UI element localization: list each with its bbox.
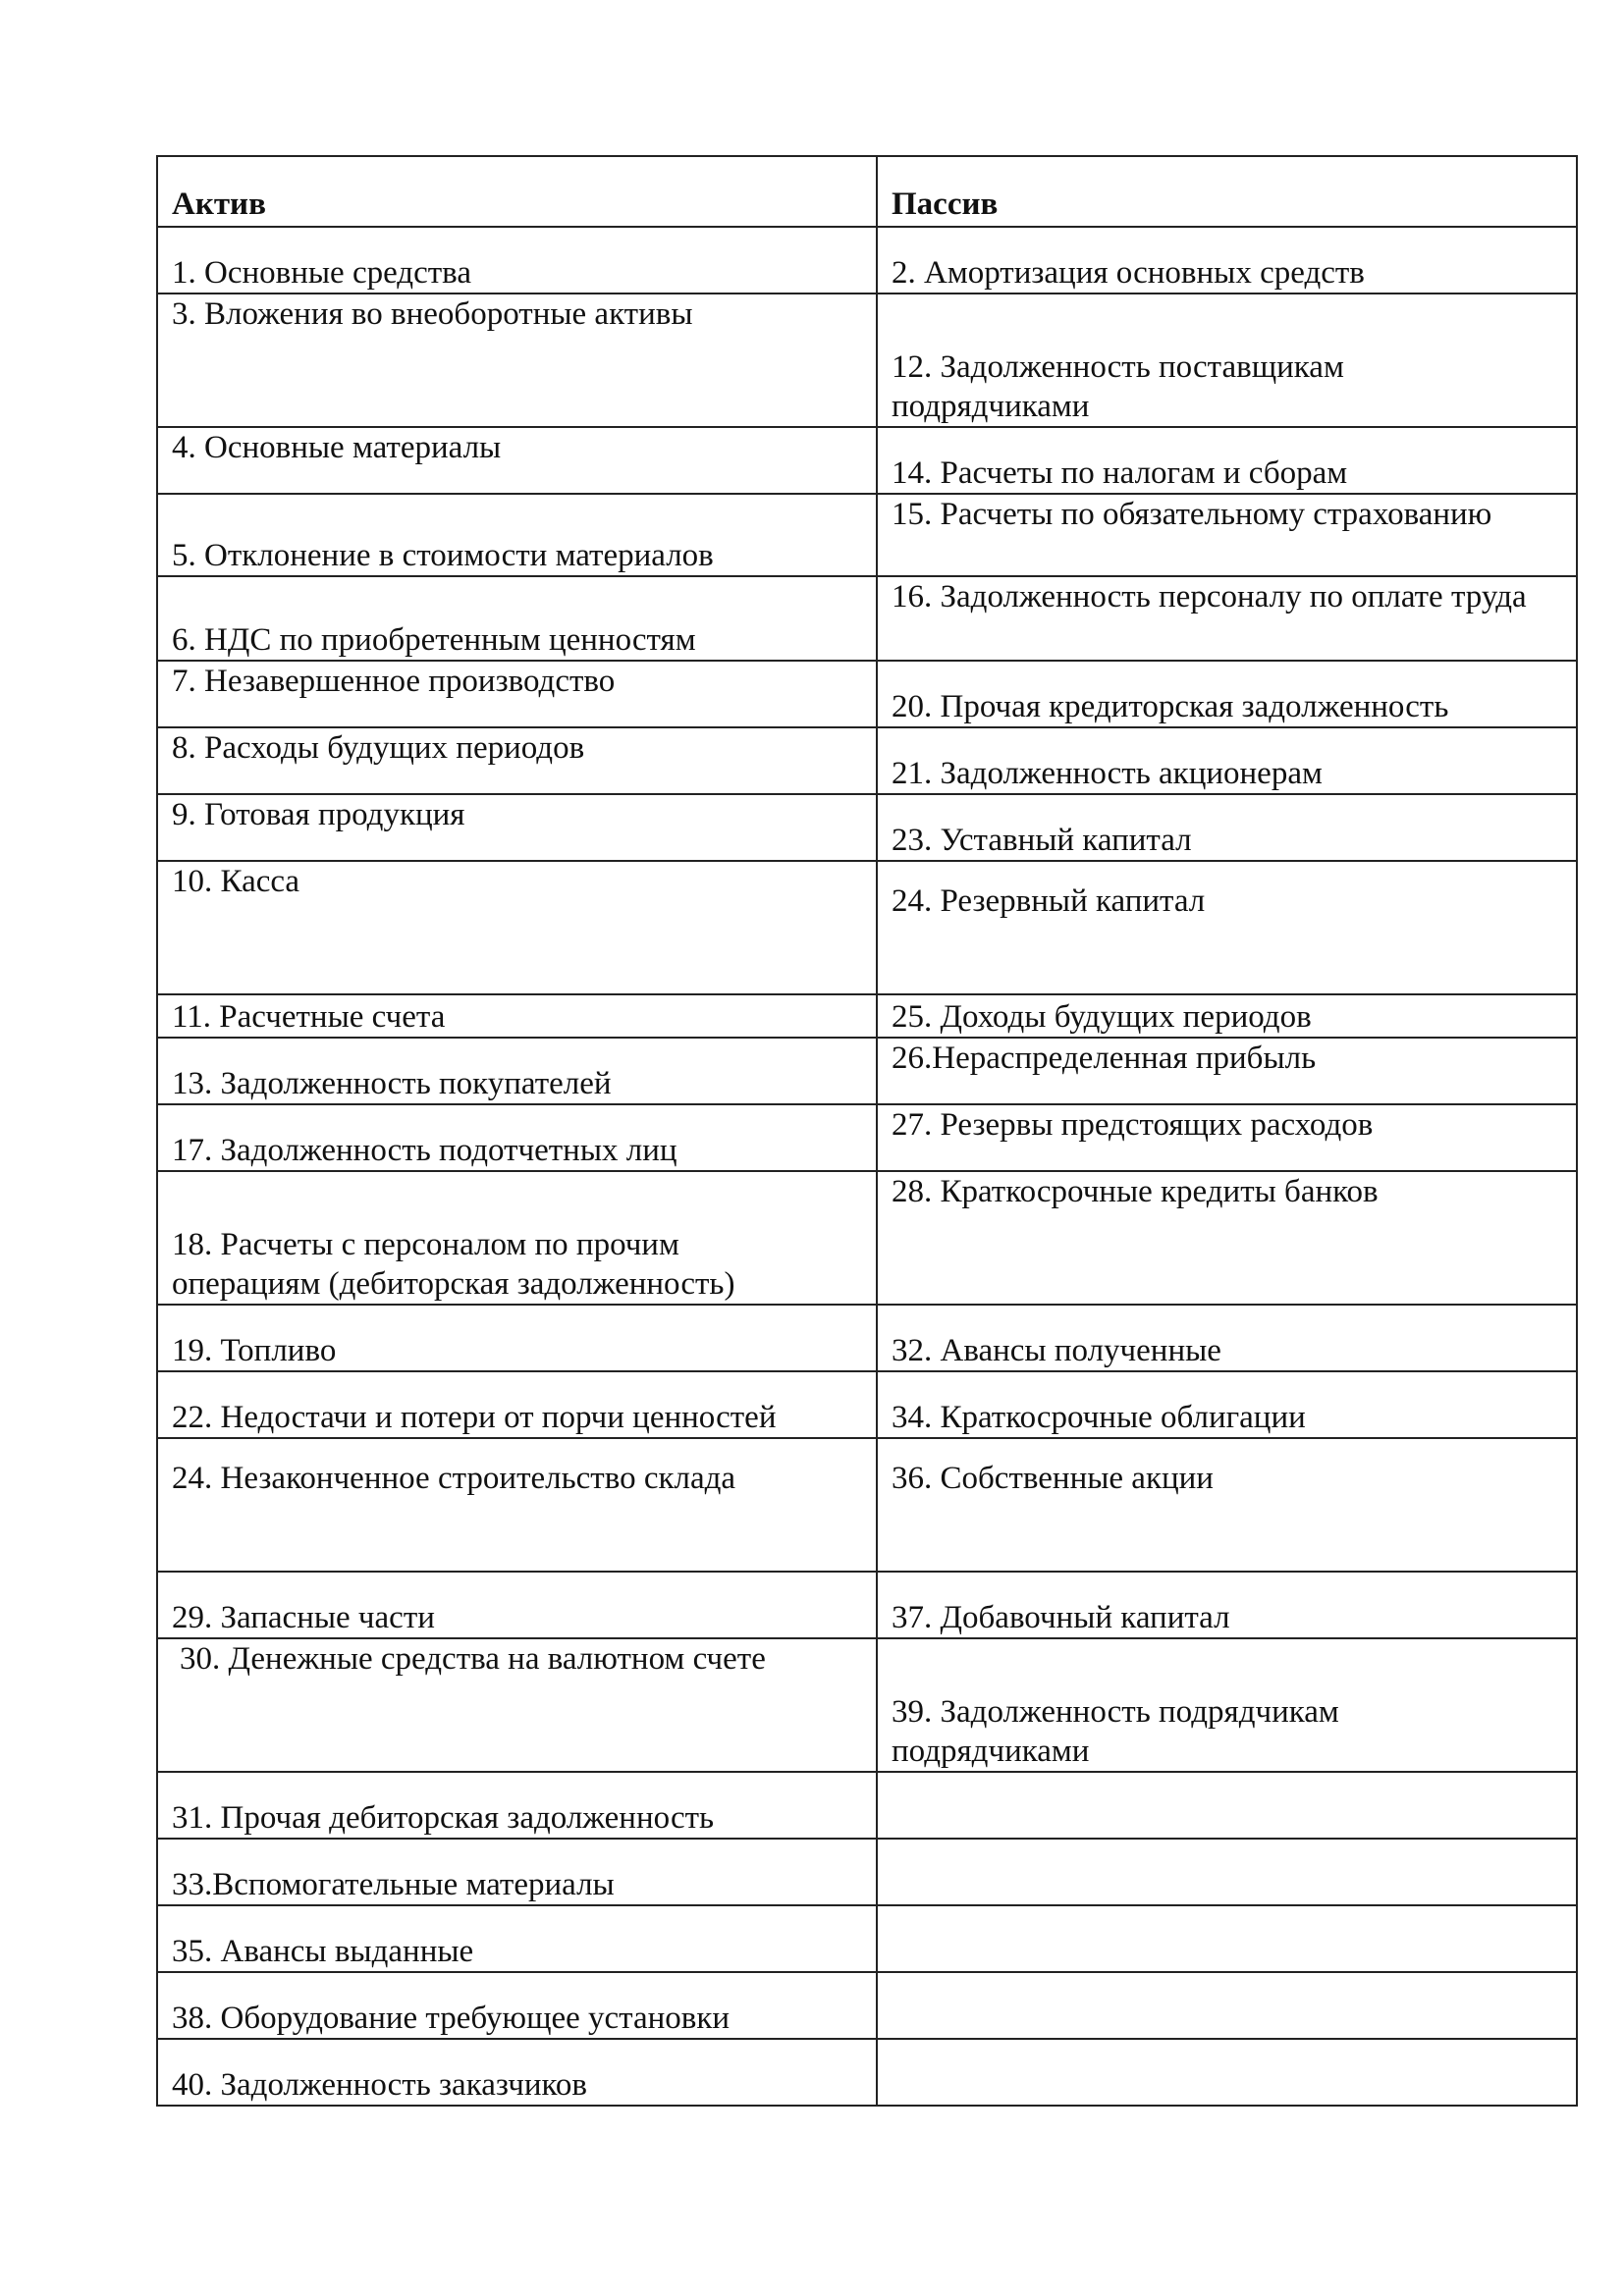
table-row bbox=[157, 227, 1577, 294]
cell-text: 6. НДС по приобретенным ценностям bbox=[172, 622, 696, 658]
active-cell bbox=[157, 1772, 877, 1839]
cell-text: 40. Задолженность заказчиков bbox=[172, 2067, 587, 2103]
cell-text: 26.Нераспределенная прибыль bbox=[892, 1041, 1317, 1076]
passive-cell bbox=[877, 1438, 1577, 1572]
cell-text: 36. Собственные акции bbox=[892, 1461, 1214, 1496]
cell-text: 21. Задолженность акционерам bbox=[892, 756, 1323, 791]
active-cell bbox=[157, 494, 877, 576]
active-cell bbox=[157, 794, 877, 861]
table-row bbox=[157, 994, 1577, 1038]
active-cell bbox=[157, 861, 877, 994]
table-row bbox=[157, 1371, 1577, 1438]
balance-accounts-table bbox=[156, 155, 1578, 2107]
table-row bbox=[157, 1305, 1577, 1371]
active-cell bbox=[157, 227, 877, 294]
passive-cell-empty bbox=[877, 1772, 1577, 1839]
cell-text: 8. Расходы будущих периодов bbox=[172, 730, 585, 766]
active-cell bbox=[157, 1638, 877, 1772]
cell-text: 2. Амортизация основных средств bbox=[892, 255, 1365, 291]
passive-cell bbox=[877, 1371, 1577, 1438]
table-row bbox=[157, 1104, 1577, 1171]
table-row bbox=[157, 1905, 1577, 1972]
cell-text: 31. Прочая дебиторская задолженность bbox=[172, 1800, 715, 1836]
cell-text: 16. Задолженность персоналу по оплате труда bbox=[892, 579, 1527, 614]
table-row bbox=[157, 1638, 1577, 1772]
table-row bbox=[157, 661, 1577, 727]
cell-text: 20. Прочая кредиторская задолженность bbox=[892, 689, 1449, 724]
cell-text: 38. Оборудование требующее установки bbox=[172, 2001, 731, 2036]
active-cell bbox=[157, 1104, 877, 1171]
active-cell bbox=[157, 427, 877, 494]
active-cell bbox=[157, 1572, 877, 1638]
passive-cell bbox=[877, 227, 1577, 294]
cell-text: 27. Резервы предстоящих расходов bbox=[892, 1107, 1374, 1143]
cell-text: 13. Задолженность покупателей bbox=[172, 1066, 612, 1101]
table-row bbox=[157, 427, 1577, 494]
cell-text: 29. Запасные части bbox=[172, 1600, 435, 1635]
cell-text: 11. Расчетные счета bbox=[172, 999, 446, 1035]
cell-text: 18. Расчеты с персоналом по прочим bbox=[172, 1227, 679, 1262]
cell-text: 23. Уставный капитал bbox=[892, 823, 1192, 858]
passive-cell-empty bbox=[877, 1839, 1577, 1905]
passive-cell-empty bbox=[877, 2039, 1577, 2106]
passive-cell bbox=[877, 1038, 1577, 1104]
cell-text: 1. Основные средства bbox=[172, 255, 471, 291]
active-cell bbox=[157, 994, 877, 1038]
cell-text: 7. Незавершенное производство bbox=[172, 664, 616, 699]
cell-text: операциям (дебиторская задолженность) bbox=[172, 1266, 735, 1302]
cell-text: 25. Доходы будущих периодов bbox=[892, 999, 1312, 1035]
table-row bbox=[157, 1572, 1577, 1638]
table-row bbox=[157, 1171, 1577, 1305]
table-row bbox=[157, 1038, 1577, 1104]
table-header-row bbox=[157, 156, 1577, 227]
cell-text: 15. Расчеты по обязательному страхованию bbox=[892, 497, 1492, 532]
cell-text: 39. Задолженность подрядчикам bbox=[892, 1694, 1339, 1730]
table-row bbox=[157, 1972, 1577, 2039]
active-cell bbox=[157, 1371, 877, 1438]
passive-cell bbox=[877, 494, 1577, 576]
active-cell bbox=[157, 1438, 877, 1572]
cell-text: 22. Недостачи и потери от порчи ценностей bbox=[172, 1400, 777, 1435]
table-row bbox=[157, 2039, 1577, 2106]
cell-text: 5. Отклонение в стоимости материалов bbox=[172, 538, 714, 573]
table-row bbox=[157, 494, 1577, 576]
table-row bbox=[157, 1839, 1577, 1905]
cell-text: подрядчиками bbox=[892, 389, 1090, 424]
cell-text: 4. Основные материалы bbox=[172, 430, 502, 465]
passive-cell bbox=[877, 1171, 1577, 1305]
cell-text: 14. Расчеты по налогам и сборам bbox=[892, 455, 1348, 491]
active-cell bbox=[157, 1972, 877, 2039]
passive-cell bbox=[877, 861, 1577, 994]
cell-text: 33.Вспомогательные материалы bbox=[172, 1867, 615, 1902]
active-cell bbox=[157, 1905, 877, 1972]
passive-cell bbox=[877, 294, 1577, 427]
table-row bbox=[157, 1438, 1577, 1572]
table-row bbox=[157, 794, 1577, 861]
table-row bbox=[157, 576, 1577, 661]
cell-text: подрядчиками bbox=[892, 1734, 1090, 1769]
cell-text: 37. Добавочный капитал bbox=[892, 1600, 1230, 1635]
passive-cell-empty bbox=[877, 1905, 1577, 1972]
cell-text: 12. Задолженность поставщикам bbox=[892, 349, 1344, 385]
passive-cell-empty bbox=[877, 1972, 1577, 2039]
active-cell bbox=[157, 1171, 877, 1305]
header-active: Актив bbox=[157, 156, 877, 227]
active-cell bbox=[157, 727, 877, 794]
cell-text: 3. Вложения во внеоборотные активы bbox=[172, 296, 693, 332]
passive-cell bbox=[877, 1638, 1577, 1772]
table-row bbox=[157, 861, 1577, 994]
active-cell bbox=[157, 1839, 877, 1905]
cell-text: 35. Авансы выданные bbox=[172, 1934, 474, 1969]
active-cell bbox=[157, 294, 877, 427]
table-row bbox=[157, 727, 1577, 794]
passive-cell bbox=[877, 427, 1577, 494]
cell-text: 24. Резервный капитал bbox=[892, 883, 1206, 919]
table-row bbox=[157, 1772, 1577, 1839]
cell-text: 17. Задолженность подотчетных лиц bbox=[172, 1133, 677, 1168]
passive-cell bbox=[877, 794, 1577, 861]
passive-cell bbox=[877, 1305, 1577, 1371]
cell-text: 28. Краткосрочные кредиты банков bbox=[892, 1174, 1379, 1209]
active-cell bbox=[157, 1305, 877, 1371]
cell-text: 19. Топливо bbox=[172, 1333, 337, 1368]
cell-text: 10. Касса bbox=[172, 864, 300, 899]
passive-cell bbox=[877, 727, 1577, 794]
passive-cell bbox=[877, 661, 1577, 727]
active-cell bbox=[157, 661, 877, 727]
cell-text: 9. Готовая продукция bbox=[172, 797, 465, 832]
active-cell bbox=[157, 1038, 877, 1104]
cell-text: 24. Незаконченное строительство склада bbox=[172, 1461, 736, 1496]
table-row bbox=[157, 294, 1577, 427]
passive-cell bbox=[877, 994, 1577, 1038]
cell-text: 30. Денежные средства на валютном счете bbox=[180, 1641, 766, 1677]
passive-cell bbox=[877, 576, 1577, 661]
cell-text: 32. Авансы полученные bbox=[892, 1333, 1221, 1368]
header-passive: Пассив bbox=[877, 156, 1577, 227]
active-cell bbox=[157, 2039, 877, 2106]
cell-text: 34. Краткосрочные облигации bbox=[892, 1400, 1306, 1435]
passive-cell bbox=[877, 1572, 1577, 1638]
active-cell bbox=[157, 576, 877, 661]
passive-cell bbox=[877, 1104, 1577, 1171]
